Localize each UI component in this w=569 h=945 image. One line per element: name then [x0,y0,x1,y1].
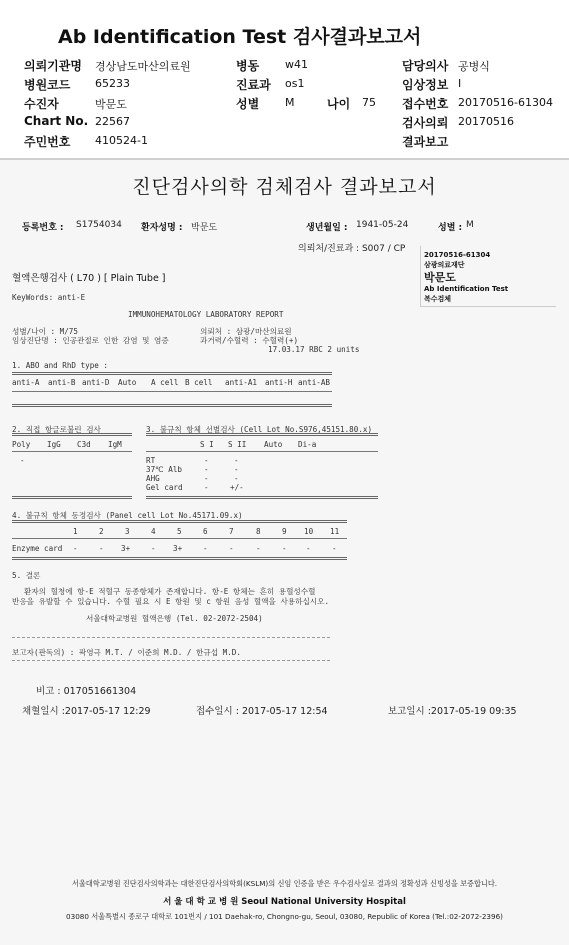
screen-row-rt: RT [146,456,156,465]
screen-gel-sii: +/- [230,483,244,492]
panel-val-8: - [256,544,261,553]
dat-col-igg: IgG [47,440,61,449]
label-age: 나이 [327,97,351,111]
value-ward: w41 [285,58,308,71]
screen-col-dia: Di-a [298,440,317,449]
transfusion-history: 과거력/수혈력 : 수혈력(+) [200,336,299,345]
screen-ahg-sii: - [234,474,239,483]
label-sex: 성별 [236,97,260,111]
report-title: Ab Identification Test 검사결과보고서 [58,26,422,48]
dob-value: 1941-05-24 [356,220,409,230]
panel-num-8: 8 [256,527,261,536]
transfusion-detail: 17.03.17 RBC 2 units [268,345,360,354]
hospital-address: 03080 서울특별시 종로구 대학로 101번지 / 101 Daehak-ro, Chongno-gu, Seoul, 03080, Republic of Korea (Tel.:02-2072-2396) [66,912,503,921]
dat-title: 2. 직접 항글로불린 검사 [12,425,101,434]
requester: 의뢰처/진료과 : S007 / CP [298,244,406,254]
value-chart-no: 22567 [95,115,130,128]
panel-num-2: 2 [99,527,104,536]
panel-title: 4. 불규칙 항체 동정검사 (Panel cell Lot No.45171.09.x) [12,511,243,520]
abo-col-1: anti-B [48,378,76,387]
requesting-hospital: 의뢰처 : 삼광/마산의료원 [200,327,292,336]
screen-col-si: S I [200,440,214,449]
value-department: os1 [285,77,305,90]
label-request-date: 검사의뢰 [402,116,449,130]
panel-val-9: - [282,544,287,553]
memo: 비고 : 017051661304 [36,686,137,697]
screen-col-sii: S II [228,440,247,449]
scanned-report-title: 진단검사의학 검체검사 결과보고서 [132,176,437,198]
sex-age: 성별/나이 : M/75 [12,327,78,336]
panel-val-7: - [229,544,234,553]
screen-row-ahg: AHG [146,474,160,483]
hospital-name: 서 울 대 학 교 병 원 Seoul National University Hospital [163,897,406,907]
panel-num-11: 11 [330,527,340,536]
screen-row-alb: 37℃ Alb [146,465,182,474]
panel-num-1: 1 [73,527,78,536]
patient-name-label: 환자성명 : [141,223,183,233]
section-title: 혈액은행검사 ( L70 ) [ Plain Tube ] [12,273,166,284]
conclusion-line-1: 환자의 혈청에 항-E 적혈구 동종항체가 존재합니다. 항-E 항체는 흔히 용혈성수혈 [24,587,316,596]
abo-col-4: A cell [151,378,179,387]
panel-val-3: 3+ [121,544,131,553]
screen-title: 3. 불규칙 항체 선별검사 (Cell Lot No.S976,45151.80.x) [146,425,373,434]
patient-name-value: 박문도 [191,223,218,233]
value-receipt-no: 20170516-61304 [458,96,553,109]
report-time: 보고일시 :2017-05-19 09:35 [388,706,517,717]
clinical-diagnosis: 임상진단명 : 인공관절로 인한 감염 및 염증 [12,336,169,345]
value-doctor: 공병식 [458,60,490,73]
value-institution: 경상남도마산의료원 [95,60,191,73]
screen-row-gel: Gel card [146,483,183,492]
dat-col-poly: Poly [12,440,31,449]
abo-col-5: B cell [185,378,213,387]
label-institution: 의뢰기관명 [24,59,82,73]
panel-val-2: - [99,544,104,553]
screen-alb-si: - [204,465,209,474]
reg-value: S1754034 [76,220,122,230]
label-doctor: 담당의사 [402,59,449,73]
panel-val-10: - [306,544,311,553]
panel-num-7: 7 [229,527,234,536]
stamp-sample: 복수검체 [424,295,452,303]
label-clinical-info: 임상정보 [402,78,449,92]
abo-col-8: anti-AB [298,378,331,387]
keywords: KeyWords: anti-E [12,293,86,302]
label-chart-no: Chart No. [24,114,89,128]
abo-col-6: anti-A1 [225,378,258,387]
reporter: 보고자(판독의) : 곽영극 M.T. / 이준희 M.D. / 한규섭 M.D. [12,648,241,657]
stamp-test: Ab Identification Test [424,285,509,293]
panel-num-10: 10 [304,527,314,536]
screen-alb-sii: - [234,465,239,474]
panel-num-9: 9 [282,527,287,536]
label-hospital-code: 병원코드 [24,78,71,92]
panel-num-3: 3 [125,527,130,536]
value-sex: M [285,96,295,109]
panel-num-5: 5 [177,527,182,536]
label-patient: 수진자 [24,97,59,111]
dat-col-igm: IgM [108,440,122,449]
label-department: 진료과 [236,78,271,92]
panel-row-label: Enzyme card [12,544,63,553]
value-clinical-info: I [458,77,462,90]
conclusion-title: 5. 결론 [12,571,41,580]
abo-col-7: anti-H [265,378,293,387]
abo-title: 1. ABO and RhD type : [12,361,109,370]
value-resident-no: 410524-1 [95,134,148,147]
panel-num-6: 6 [203,527,208,536]
lab-report-title: IMMUNOHEMATOLOGY LABORATORY REPORT [128,310,284,319]
value-patient: 박문도 [95,98,127,111]
sex-label: 성별 : [438,223,463,233]
conclusion-line-2: 반응을 유발할 수 있습니다. 수혈 필요 시 E 항원 및 c 항원 음성 혈액을 사용하십시오. [12,597,330,606]
dat-val-poly: - [20,456,25,465]
value-age: 75 [362,96,376,109]
accreditation-note: 서울대학교병원 진단검사의학과는 대한진단검사의학회(KSLM)의 신임 인증을 받은 우수검사실로 결과의 정확성과 신빙성을 보증합니다. [71,879,498,888]
label-result-report: 결과보고 [402,135,449,149]
screen-rt-sii: - [234,456,239,465]
abo-col-2: anti-D [82,378,110,387]
collection-time: 채혈일시 :2017-05-17 12:29 [22,706,151,717]
blood-bank-contact: 서울대학교병원 혈액은행 (Tel. 02-2072-2504) [86,614,263,623]
panel-val-1: - [73,544,78,553]
screen-rt-si: - [204,456,209,465]
panel-val-11: - [332,544,337,553]
label-ward: 병동 [236,59,260,73]
abo-col-3: Auto [118,378,137,387]
stamp-foundation: 삼광의료재단 [424,261,465,269]
panel-val-6: - [203,544,208,553]
reg-label: 등록번호 : [22,223,64,233]
dob-label: 생년월일 : [306,223,348,233]
screen-col-auto: Auto [264,440,283,449]
value-request-date: 20170516 [458,115,514,128]
abo-col-0: anti-A [12,378,40,387]
screen-gel-si: - [204,483,209,492]
sex-value: M [466,220,474,230]
value-hospital-code: 65233 [95,77,130,90]
stamp-patient: 박문도 [424,271,456,284]
stamp-receipt-no: 20170516-61304 [424,251,491,259]
label-resident-no: 주민번호 [24,135,71,149]
screen-ahg-si: - [204,474,209,483]
label-receipt-no: 접수번호 [402,97,449,111]
panel-val-5: 3+ [173,544,183,553]
receipt-time: 접수일시 : 2017-05-17 12:54 [196,706,328,717]
panel-val-4: - [151,544,156,553]
panel-num-4: 4 [151,527,156,536]
dat-col-c3d: C3d [77,440,91,449]
